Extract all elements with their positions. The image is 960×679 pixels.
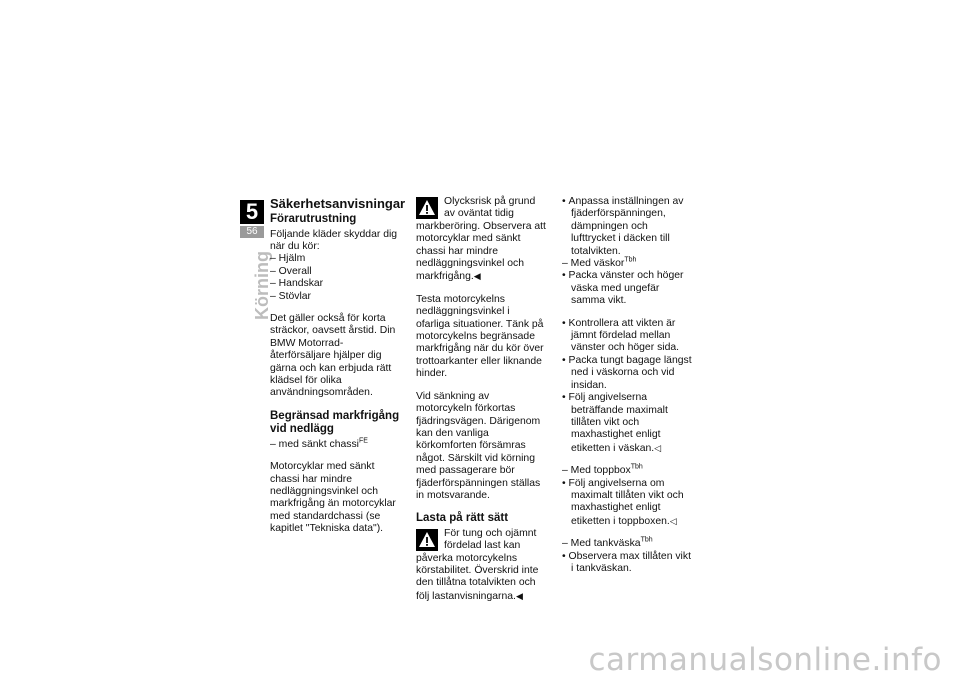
- subheading-load-correctly: Lasta på rätt sätt: [416, 512, 509, 525]
- page-number: 56: [240, 226, 264, 238]
- subheading-ground-clearance: Begränsad markfrigång vid nedlägg: [270, 409, 400, 436]
- section-heading: Säkerhetsanvisningar: [270, 196, 406, 211]
- column-2: [416, 196, 546, 603]
- list-item: • Packa vänster och höger väska med ungefär samma vikt.: [562, 270, 692, 307]
- option-item: – Med tankväska$^{Tbh}$: [562, 538, 692, 550]
- option-item: – Med väskor$^{Tbh}$: [562, 258, 692, 270]
- list-item: – Overall: [270, 266, 400, 278]
- list-item: • Följ angivelserna beträffande maximalt tillåten vikt och maxhastighet enligt etiketten i väskan.◁: [562, 392, 692, 455]
- warning-icon: [416, 529, 438, 551]
- warning-icon: [416, 197, 438, 219]
- option-code: Tbh: [624, 256, 637, 264]
- end-marker: ◁: [669, 515, 677, 526]
- chapter-number: 5: [240, 200, 264, 224]
- list-item: • Kontrollera att vikten är jämnt fördelad mellan vänster och höger sida.: [562, 318, 692, 355]
- list-item: • Packa tungt bagage längst ned i väskorna och vid insidan.: [562, 355, 692, 392]
- option-code: Tbh: [630, 463, 643, 471]
- paragraph: Testa motorcykelns nedläggningsvinkel i ofarliga situationer. Tänk på motorcykelns begränsade markfrigång när du kör över trottoarkanter eller liknande hinder.: [416, 293, 544, 380]
- list-item: • Följ angivelserna om maximalt tillåten vikt och maxhastighet enligt etiketten i toppboxen.◁: [562, 478, 692, 529]
- paragraph: Vid sänkning av motorcykeln förkortas fjädringsvägen. Därigenom kan den vanliga körkomforten försämras något. Särskilt vid körning med passagerare bör fjäderförspänningen ställas in motsvarande.: [416, 390, 541, 501]
- warning-text: För tung och ojämnt fördelad last kan påverka motorcykelns körstabilitet. Överskrid inte den tillåtna totalvikten och följ lastanvisningarna.: [416, 527, 539, 602]
- column-3: [562, 196, 692, 575]
- option-code: Tbh: [640, 536, 653, 544]
- warning-block: [416, 196, 546, 284]
- list-item: • Anpassa inställningen av fjäderförspänningen, dämpningen och lufttrycket i däcken till totalvikten.: [562, 196, 692, 258]
- option-item: – Med toppbox$^{Tbh}$: [562, 465, 692, 477]
- intro-text: Följande kläder skyddar dig när du kör:: [270, 228, 398, 252]
- list-item: – Stövlar: [270, 291, 400, 303]
- end-marker: ◀: [515, 590, 523, 601]
- paragraph: Det gäller också för korta sträckor, oavsett årstid. Din BMW Motorrad-återförsäljare hjälper dig gärna och kan erbjuda rätt klädsel för olika användningsområden.: [270, 312, 396, 399]
- warning-text: Olycksrisk på grund av oväntat tidig markberöring. Observera att motorcyklar med sänkt chassi har mindre nedläggningsvinkel och markfrigång.: [416, 196, 546, 283]
- list-item: – Handskar: [270, 278, 400, 290]
- column-1: [270, 196, 406, 546]
- option-code: FE: [358, 437, 368, 445]
- option-item: – med sänkt chassi$^{FE}$: [270, 439, 400, 451]
- end-marker: ◀: [473, 271, 481, 282]
- subheading-rider-equipment: Förarutrustning: [270, 213, 357, 225]
- end-marker: ◁: [654, 442, 662, 453]
- list-item: • Observera max tillåten vikt i tankväskan.: [562, 551, 692, 576]
- chapter-title: Körning: [252, 251, 272, 320]
- paragraph: Motorcyklar med sänkt chassi har mindre nedläggningsvinkel och markfrigång än motorcyklar med standardchassi (se kapitlet "Tekniska data").: [270, 461, 396, 535]
- watermark: carmanualsonline.info: [588, 642, 942, 678]
- warning-block: [416, 528, 546, 603]
- list-item: – Hjälm: [270, 253, 400, 265]
